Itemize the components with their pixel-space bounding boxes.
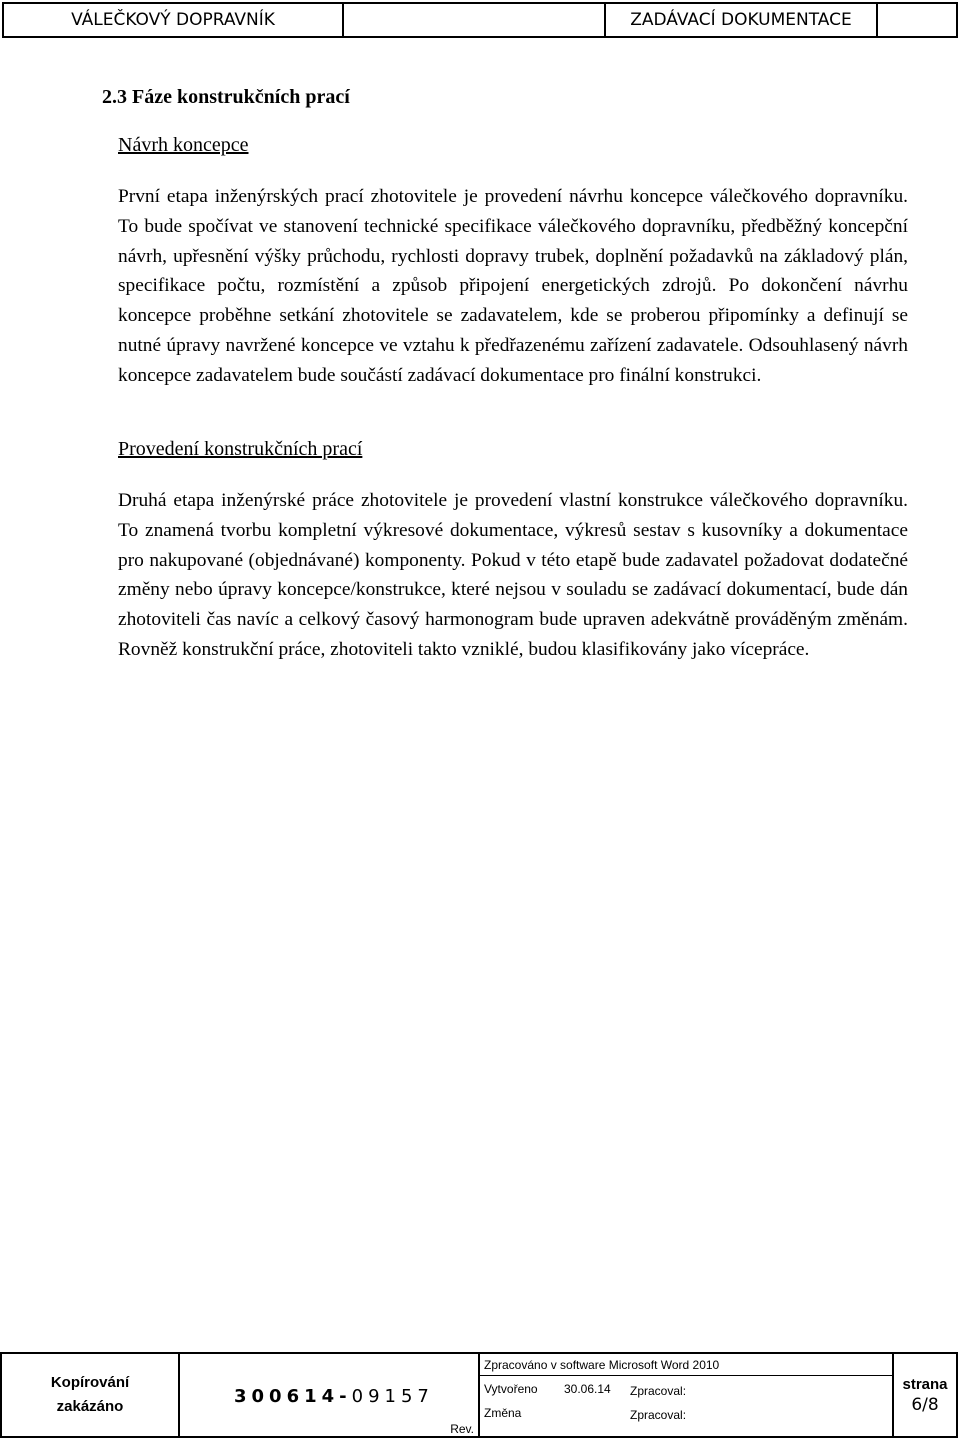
- header-spacer: [344, 4, 604, 36]
- processed-label-1: Zpracoval:: [630, 1384, 687, 1398]
- document-number-cell: [180, 1354, 480, 1436]
- created-date: 30.06.14: [564, 1382, 611, 1396]
- header-left-title: VÁLEČKOVÝ DOPRAVNÍK: [4, 4, 344, 36]
- document-info: [480, 1354, 894, 1436]
- header-right-title: ZADÁVACÍ DOKUMENTACE: [604, 4, 878, 36]
- document-number-bold: 300614-: [234, 1386, 352, 1407]
- page-footer: [0, 1352, 958, 1438]
- document-number-rest: 09157: [351, 1386, 434, 1407]
- subheading-construction: Provedení konstrukčních prací: [118, 438, 363, 460]
- page-number-cell: [894, 1354, 956, 1436]
- document-number: [234, 1386, 434, 1407]
- header-empty-cell: [878, 4, 956, 36]
- paragraph-construction: Druhá etapa inženýrské práce zhotovitele je provedení vlastní konstrukce válečkového dopravníku. To znamená tvorbu kompletní výkresové dokumentace, výkresů sestav s kusovníky a dokumentace pro nakupované (objednávané) komponenty. Pokud v této etapě bude zadavatel požadovat dodatečné změny nebo úpravy koncepce/konstrukce, které nejsou v souladu se zadávací dokumentací, bude dán zhotoviteli čas navíc a celkový časový harmonogram bude upraven adekvátně prováděným změnám. Rovněž konstrukční práce, zhotoviteli takto vzniklé, budou klasifikovány jako vícepráce.: [118, 490, 908, 660]
- revision-label: Rev.: [450, 1422, 474, 1436]
- created-label: Vytvořeno: [484, 1382, 538, 1396]
- software-line: Zpracováno v software Microsoft Word 2010: [480, 1354, 892, 1376]
- copy-notice: [2, 1354, 180, 1436]
- copy-line-2: zakázáno: [56, 1398, 124, 1415]
- paragraph-concept: První etapa inženýrských prací zhotovitele je provedení návrhu koncepce válečkového dopravníku. To bude spočívat ve stanovení technické specifikace válečkového dopravníku, předběžný koncepční návrh, upřesnění výšky průchodu, rychlosti dopravy trubek, doplnění požadavků na základový plán, specifikace počtu, rozmístění a způsob připojení energetických zdrojů. Po dokončení návrhu koncepce proběhne setkání zhotovitele se zadavatelem, kde se proberou připomínky a definují se nutné úpravy navržené koncepce ve vztahu k předřazenému zařízení zadavatele. Odsouhlasený návrh koncepce zadavatelem bude součástí zadávací dokumentace pro finální konstrukci.: [118, 186, 908, 386]
- page-label: strana: [902, 1375, 948, 1393]
- processed-label-2: Zpracoval:: [630, 1408, 687, 1422]
- page-header: [2, 2, 958, 38]
- change-label: Změna: [484, 1406, 522, 1420]
- subheading-concept: Návrh koncepce: [118, 134, 249, 156]
- section-title: 2.3 Fáze konstrukčních prací: [102, 86, 350, 108]
- copy-line-1: Kopírování: [50, 1374, 130, 1391]
- page-number: 6/8: [911, 1394, 939, 1415]
